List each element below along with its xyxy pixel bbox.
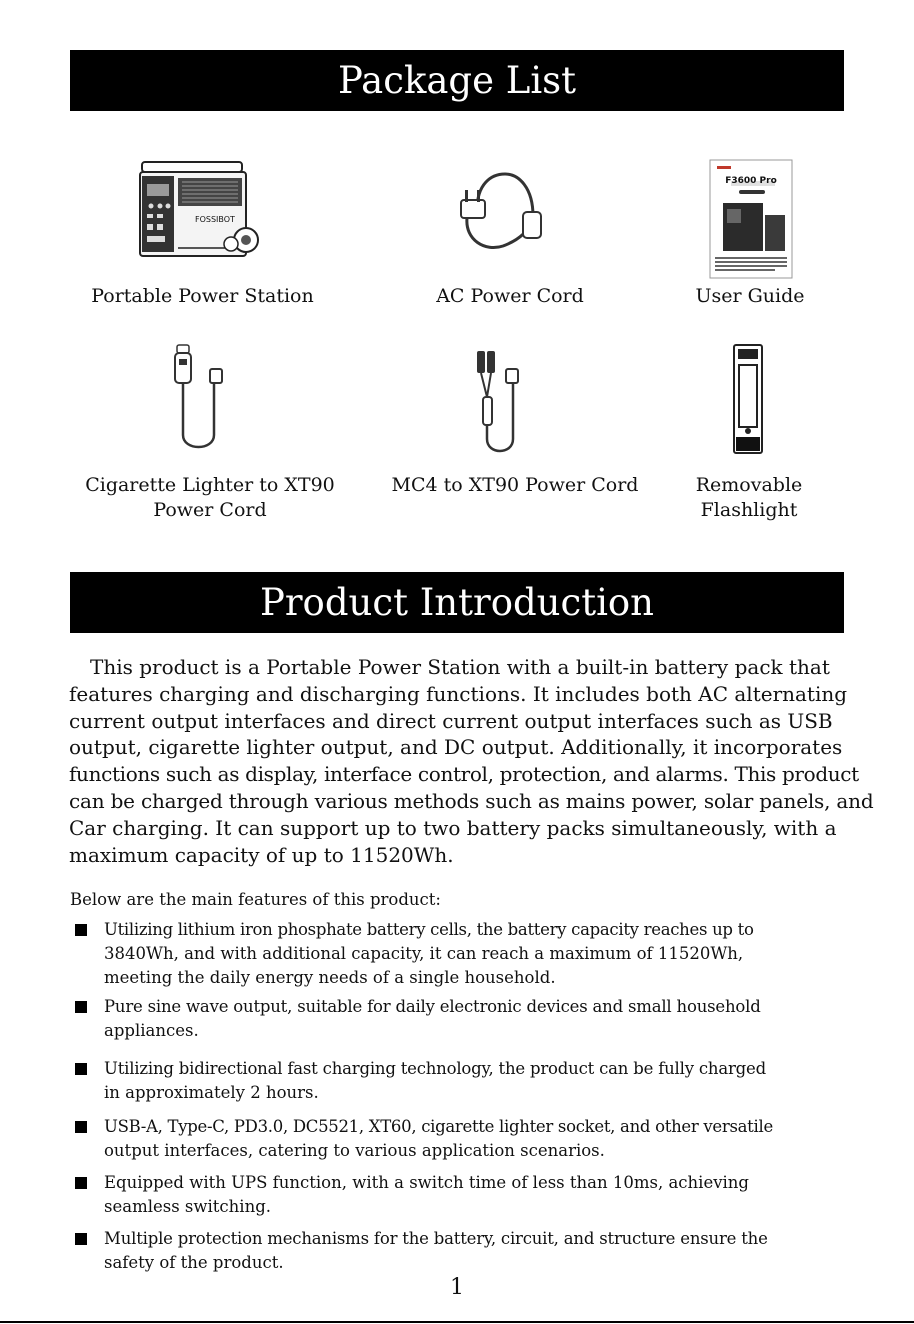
bullet-square xyxy=(75,1233,87,1245)
feature-line: Pure sine wave output, suitable for daily electronic devices and small household xyxy=(104,997,761,1016)
feature-item xyxy=(104,995,824,1043)
bullet-square xyxy=(75,1001,87,1013)
flashlight-image xyxy=(732,343,764,455)
caption-line: Cigarette Lighter to XT90 xyxy=(85,474,335,496)
caption-cigarette-lighter-cord xyxy=(70,473,350,523)
feature-line: meeting the daily energy needs of a single household. xyxy=(104,968,556,987)
feature-line: Multiple protection mechanisms for the battery, circuit, and structure ensure the xyxy=(104,1229,768,1248)
intro-line: can be charged through various methods such as mains power, solar panels, and xyxy=(69,788,874,813)
bottom-divider xyxy=(0,1321,914,1323)
feature-item xyxy=(104,1227,824,1275)
caption-line: Removable xyxy=(695,474,803,496)
ac-power-cord-image xyxy=(453,170,548,255)
page-number: 1 xyxy=(450,1275,464,1300)
caption-ac-power-cord: AC Power Cord xyxy=(436,285,584,307)
product-introduction-heading: Product Introduction xyxy=(70,572,844,633)
feature-line: in approximately 2 hours. xyxy=(104,1083,319,1102)
caption-line: Power Cord xyxy=(153,499,267,521)
feature-line: Equipped with UPS function, with a switch time of less than 10ms, achieving xyxy=(104,1173,749,1192)
intro-line: output, cigarette lighter output, and DC output. Additionally, it incorporates xyxy=(69,735,843,760)
feature-item xyxy=(104,918,824,990)
feature-line: output interfaces, catering to various application scenarios. xyxy=(104,1141,605,1160)
feature-line: safety of the product. xyxy=(104,1253,284,1272)
feature-item xyxy=(104,1115,824,1163)
intro-line: features charging and discharging functions. It includes both AC alternating xyxy=(69,681,848,706)
caption-mc4-cord: MC4 to XT90 Power Cord xyxy=(391,474,639,496)
feature-line: appliances. xyxy=(104,1021,199,1040)
feature-line: 3840Wh, and with additional capacity, it can reach a maximum of 11520Wh, xyxy=(104,944,744,963)
user-guide-cover-title: F3600 Pro xyxy=(725,176,777,186)
bullet-square xyxy=(75,1177,87,1189)
feature-item xyxy=(104,1057,824,1105)
caption-flashlight xyxy=(670,473,828,523)
intro-line: This product is a Portable Power Station with a built-in battery pack that xyxy=(90,655,830,679)
brand-logo-text: FOSSIBOT xyxy=(195,215,235,224)
caption-line: Flashlight xyxy=(700,499,798,521)
feature-line: seamless switching. xyxy=(104,1197,272,1216)
intro-line: maximum capacity of up to 11520Wh. xyxy=(69,842,454,867)
power-station-image xyxy=(134,158,264,260)
bullet-square xyxy=(75,1121,87,1133)
caption-user-guide: User Guide xyxy=(695,285,805,307)
bullet-square xyxy=(75,924,87,936)
cigarette-lighter-cord-image xyxy=(172,343,230,455)
feature-item xyxy=(104,1171,824,1219)
package-list-heading: Package List xyxy=(70,50,844,111)
features-title: Below are the main features of this product: xyxy=(70,890,441,909)
intro-line: functions such as display, interface control, protection, and alarms. This product xyxy=(69,762,859,787)
feature-line: Utilizing bidirectional fast charging technology, the product can be fully charged xyxy=(104,1059,766,1078)
intro-paragraph xyxy=(69,654,874,868)
feature-line: USB-A, Type-C, PD3.0, DC5521, XT60, cigarette lighter socket, and other versatile xyxy=(104,1117,773,1136)
mc4-xt90-cord-image xyxy=(473,347,525,457)
feature-line: Utilizing lithium iron phosphate battery cells, the battery capacity reaches up to xyxy=(104,920,754,939)
bullet-square xyxy=(75,1063,87,1075)
caption-portable-power-station: Portable Power Station xyxy=(91,285,314,307)
intro-line: Car charging. It can support up to two battery packs simultaneously, with a xyxy=(69,815,837,840)
intro-line: current output interfaces and direct current output interfaces such as USB xyxy=(69,708,833,733)
